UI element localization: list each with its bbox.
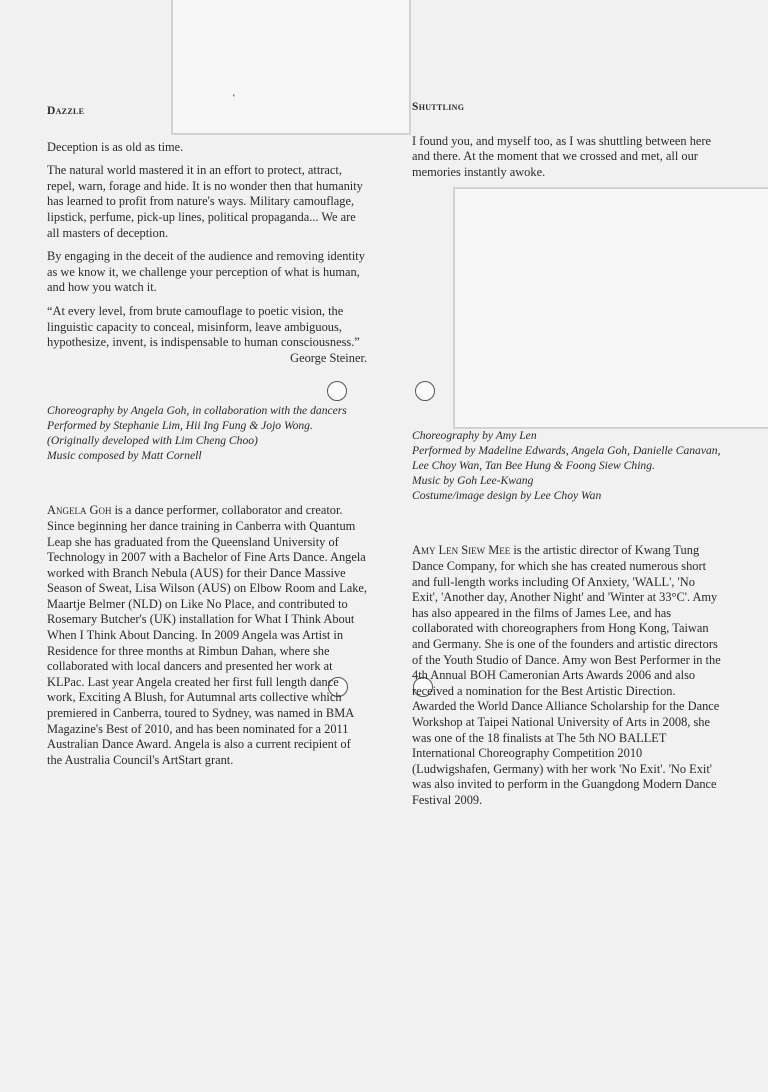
intro-text: Deception is as old as time. [47, 139, 184, 154]
credit-line: Choreography by Amy Len [412, 429, 537, 443]
credits-block [47, 403, 367, 463]
quote-author: George Steiner. [290, 350, 367, 365]
credit-line: Costume/image design by Lee Choy Wan [412, 489, 602, 503]
bio-text: is a dance performer, collaborator and creator. Since beginning her dance training in Canberra with Quantum Leap she has graduated from the Queensland University of Technology in 2007 with a Bachelor of Fine Arts Dance. Angela worked with Branch Nebula (AUS) for their Dance Massive Season of Sweat, Lisa Wilson (AUS) on Elbow Room and Lake, Maartje Belmer (NLD) on Like No Place, and contributed to Rosemary Butcher's (UK) installation for What I Think About When I Think About Dancing. In 2009 Angela was Artist in Residence for three months at Rimbun Dahan, where she collaborated with local dancers and presented her work at KLPac. Last year Angela created her first full length dance work, Exciting A Blush, for Autumnal arts collective which premiered in Canberra, toured to Sydney, was named in BMA Magazine's Best of 2010, and has been nominated for a 2011 Australian Dance Award. Angela is also a current recipient of the Australia Council's ArtStart grant. [47, 503, 368, 767]
paragraph: By engaging in the deceit of the audience and removing identity as we know it, we challenge your perception of what is human, and how you watch it. [47, 249, 365, 295]
bio-amy [412, 543, 722, 808]
bio-angela [47, 503, 367, 768]
credit-line: Performed by Stephanie Lim, Hii Ing Fung & Jojo Wong. (Originally developed with Lim Cheng Choo) [47, 419, 313, 448]
credit-line: Performed by Madeline Edwards, Angela Goh, Danielle Canavan, Lee Choy Wan, Tan Bee Hung & Foong Siew Ching. [412, 444, 721, 473]
bio-name: Angela Goh [47, 503, 112, 518]
intro-text: I found you, and myself too, as I was shuttling between here and there. At the moment that we crossed and met, all our memories instantly awoke. [412, 133, 712, 179]
paragraph: The natural world mastered it in an effort to protect, attract, repel, warn, forage and hide. It is no wonder then that humanity has learned to profit from nature's ways. Military camouflage, lipstick, perfume, pick-up lines, political propaganda... We are all masters of deception. [47, 163, 363, 240]
section-title-shuttling: Shuttling [412, 101, 465, 113]
bio-name: Amy Len Siew Mee [412, 543, 511, 558]
credits-block [412, 428, 722, 503]
credit-line: Music by Goh Lee-Kwang [412, 474, 534, 488]
bio-text: is the artistic director of Kwang Tung Dance Company, for which she has created numerous short and full-length works including Of Anxiety, 'WALL', 'No Exit', 'Another day, Another Night' and 'Winter at 33°C'. Amy has also appeared in the films of James Lee, and has collaborated with choreographers from Hong Kong, Taiwan and Germany. She is one of the founders and artistic directors of the Youth Studio of Dance. Amy won Best Performer in the 4th Annual BOH Cameronian Arts Awards 2006 and also received a nomination for the Best Artistic Direction. Awarded the World Dance Alliance Scholarship for the Dance Workshop at Taipei National University of Arts in 2008, she was one of the 18 finalists at The 5th NO BALLET International Choreography Competition 2010 (Ludwigshafen, Germany) with her work 'No Exit'. 'No Exit' was also invited to perform in the Guangdong Modern Dance Festival 2009. [412, 543, 721, 807]
scan-mark: ‘ [232, 92, 236, 104]
credit-line: Music composed by Matt Cornell [47, 449, 202, 463]
quote: “At every level, from brute camouflage to poetic vision, the linguistic capacity to conceal, misinform, leave ambiguous, hypothesize, invent, is indispensable to human consciousness.” [47, 303, 360, 350]
left-column [47, 104, 367, 776]
section-title-dazzle: Dazzle [47, 105, 85, 117]
credit-line: Choreography by Angela Goh, in collaboration with the dancers [47, 404, 347, 418]
right-column [412, 100, 722, 816]
